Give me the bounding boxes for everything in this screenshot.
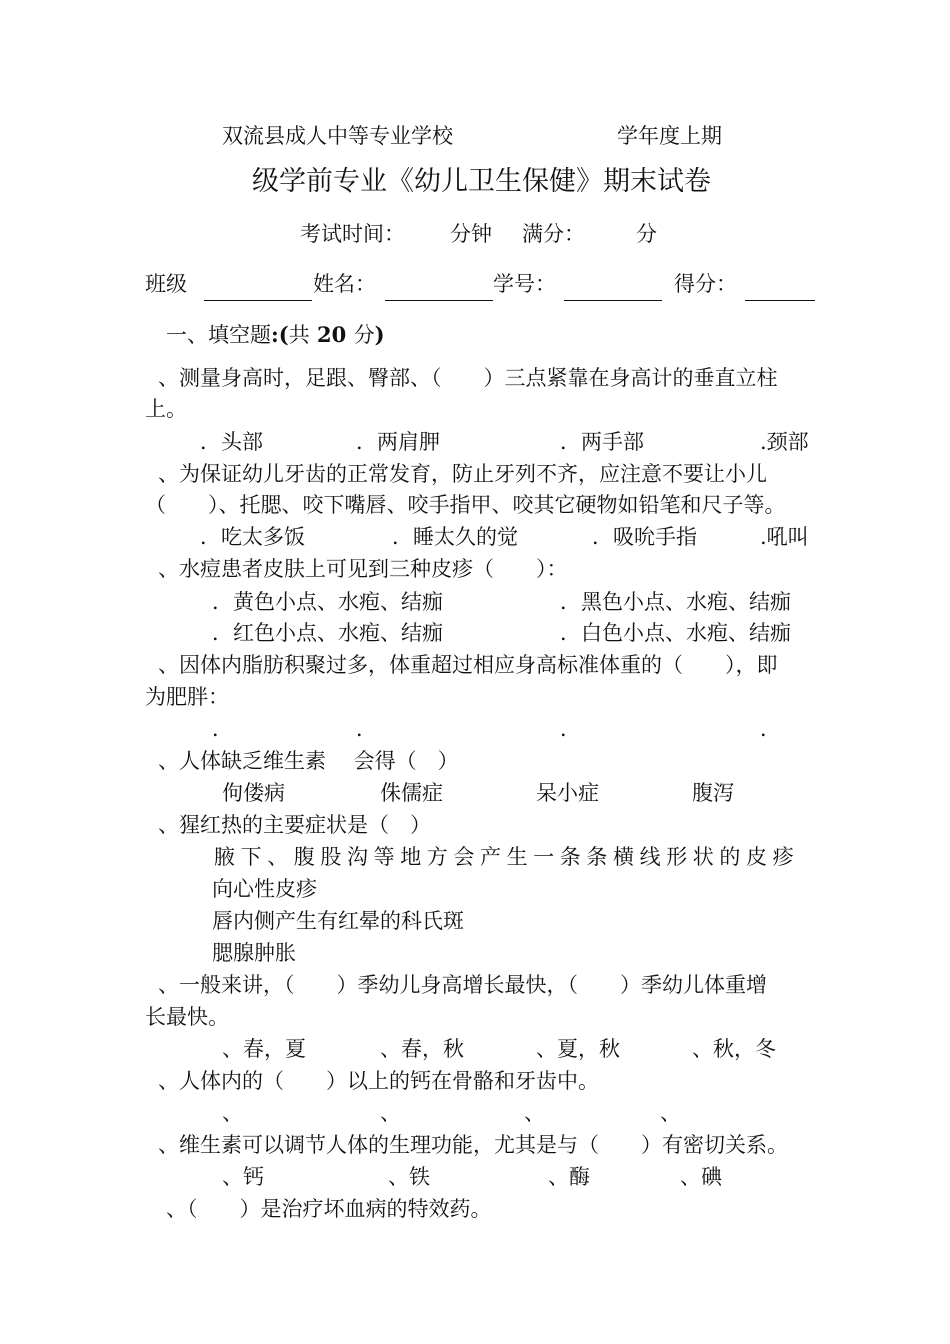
q7-option-c: 、夏，秋 <box>536 1037 620 1061</box>
q4-option-b: ． <box>356 717 377 741</box>
q9-option-c: 、酶 <box>548 1165 590 1189</box>
full-score-label: 满分： <box>522 222 585 246</box>
exam-time-label: 考试时间： <box>300 222 405 246</box>
exam-title: 级学前专业《幼儿卫生保健》期末试卷 <box>252 166 711 197</box>
student-id-blank[interactable] <box>564 300 662 301</box>
section-heading: 一、填空题:(共 20 分) <box>166 322 385 347</box>
question-8: 、人体内的（ ）以上的钙在骨骼和牙齿中。 <box>158 1069 599 1093</box>
question-1: 、测量身高时，足跟、臀部、（ ）三点紧靠在身高计的垂直立柱 <box>158 366 778 390</box>
question-4-cont: 为肥胖： <box>145 685 229 709</box>
q6-option-a: 腋下、腹股沟等地方会产生一条条横线形状的皮疹 <box>214 845 800 869</box>
question-10: 、（ ）是治疗坏血病的特效药。 <box>166 1197 492 1221</box>
question-2-cont: （ ）、托腮、咬下嘴唇、咬手指甲、咬其它硬物如铅笔和尺子等。 <box>145 493 786 517</box>
q5-option-d: 腹泻 <box>692 781 734 805</box>
class-label: 班级 <box>145 272 187 296</box>
q6-option-c: 唇内侧产生有红晕的科氏斑 <box>212 909 464 933</box>
question-3: 、水痘患者皮肤上可见到三种皮疹（ ）： <box>158 557 568 581</box>
points-label: 分 <box>636 222 657 246</box>
q8-option-c: 、 <box>524 1101 545 1125</box>
question-6: 、猩红热的主要症状是（ ） <box>158 813 431 837</box>
q2-option-a: ．吃太多饭 <box>200 525 305 549</box>
q8-option-d: 、 <box>660 1101 681 1125</box>
q3-option-b: ．黑色小点、水疱、结痂 <box>560 590 791 614</box>
q9-option-b: 、铁 <box>388 1165 430 1189</box>
q2-option-c: ．吸吮手指 <box>592 525 697 549</box>
q7-option-b: 、春，秋 <box>380 1037 464 1061</box>
q1-option-b: ．两肩胛 <box>356 430 440 454</box>
q2-option-b: ．睡太久的觉 <box>392 525 518 549</box>
q4-option-d: ． <box>760 717 781 741</box>
score-label: 得分： <box>674 272 737 296</box>
q5-option-c: 呆小症 <box>536 781 599 805</box>
q1-option-a: ．头部 <box>200 430 263 454</box>
q6-option-b: 向心性皮疹 <box>212 877 317 901</box>
school-name: 双流县成人中等专业学校 <box>222 124 453 148</box>
score-blank[interactable] <box>745 300 815 301</box>
class-blank[interactable] <box>204 300 312 301</box>
name-label: 姓名： <box>313 272 376 296</box>
q1-option-c: ．两手部 <box>560 430 644 454</box>
q4-option-c: ． <box>560 717 581 741</box>
student-id-label: 学号： <box>493 272 556 296</box>
q9-option-a: 、钙 <box>222 1165 264 1189</box>
term-label: 学年度上期 <box>617 124 722 148</box>
q6-option-d: 腮腺肿胀 <box>212 941 296 965</box>
q4-option-a: ． <box>212 717 233 741</box>
question-9: 、维生素可以调节人体的生理功能，尤其是与（ ）有密切关系。 <box>158 1133 788 1157</box>
name-blank[interactable] <box>385 300 493 301</box>
q5-option-b: 侏儒症 <box>380 781 443 805</box>
q8-option-b: 、 <box>380 1101 401 1125</box>
question-2: 、为保证幼儿牙齿的正常发育，防止牙列不齐，应注意不要让小儿 <box>158 462 767 486</box>
q7-option-a: 、春，夏 <box>222 1037 306 1061</box>
q5-option-a: 佝偻病 <box>222 781 285 805</box>
minutes-label: 分钟 <box>450 222 492 246</box>
question-4: 、因体内脂肪积聚过多，体重超过相应身高标准体重的（ ），即 <box>158 653 778 677</box>
q8-option-a: 、 <box>222 1101 243 1125</box>
question-1-cont: 上。 <box>145 397 187 421</box>
question-7: 、一般来讲，（ ）季幼儿身高增长最快，（ ）季幼儿体重增 <box>158 973 767 997</box>
q7-option-d: 、秋，冬 <box>692 1037 776 1061</box>
question-7-cont: 长最快。 <box>145 1005 229 1029</box>
q3-option-d: ．白色小点、水疱、结痂 <box>560 621 791 645</box>
question-5: 、人体缺乏维生素 会得（ ） <box>158 749 459 773</box>
q3-option-c: ．红色小点、水疱、结痂 <box>212 621 443 645</box>
q9-option-d: 、碘 <box>680 1165 722 1189</box>
q1-option-d: .颈部 <box>760 430 809 454</box>
q2-option-d: .吼叫 <box>760 525 809 549</box>
q3-option-a: ．黄色小点、水疱、结痂 <box>212 590 443 614</box>
